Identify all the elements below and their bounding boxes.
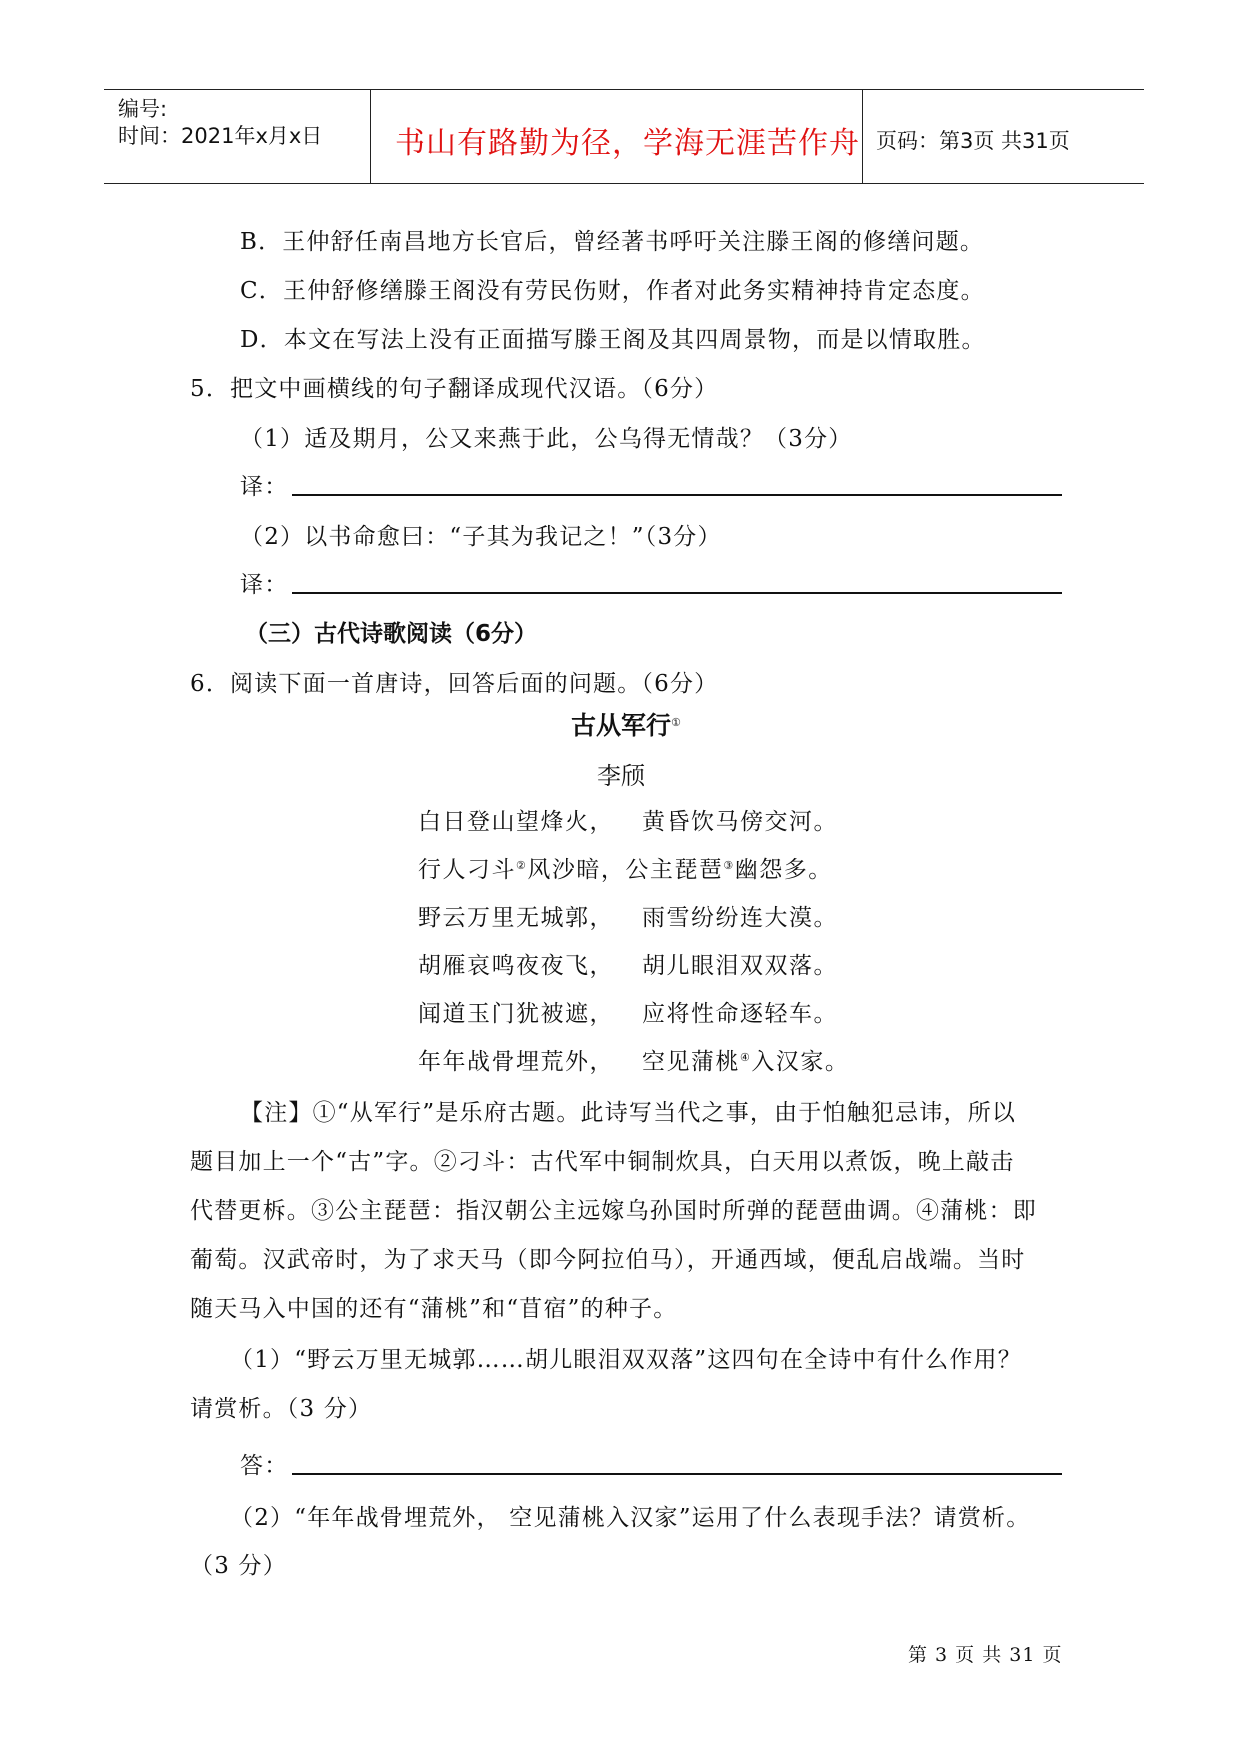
poem-line-1-b: 黄昏饮马傍交河。 <box>642 809 838 835</box>
option-c: C．王仲舒修缮滕王阁没有劳民伤财，作者对此务实精神持肯定态度。 <box>240 278 985 304</box>
poem-title-note-mark: ① <box>671 716 681 729</box>
poem-title <box>571 706 681 742</box>
header-page-label: 页码：第3页 共31页 <box>876 129 1070 153</box>
q6-sub1-line1: （1）“野云万里无城郭……胡儿眼泪双双落”这四句在全诗中有什么作用？ <box>230 1347 1022 1373</box>
poem-line-3-b: 雨雪纷纷连大漠。 <box>642 905 838 931</box>
header-divider-left <box>370 89 371 183</box>
poem-line-3-a: 野云万里无城郭， <box>418 905 614 931</box>
note-line-2: 题目加上一个“古”字。②刁斗：古代军中铜制炊具，白天用以煮饭，晚上敲击 <box>190 1149 1015 1175</box>
page-footer: 第 3 页 共 31 页 <box>908 1644 1063 1666</box>
poem-line-5-b: 应将性命逐轻车。 <box>642 1001 838 1027</box>
header-number-label: 编号: <box>118 97 168 121</box>
poem-note-mark-3: ③ <box>723 859 735 872</box>
q6-stem: 6．阅读下面一首唐诗，回答后面的问题。（6分） <box>190 671 719 697</box>
note-line-4: 葡萄。汉武帝时，为了求天马（即今阿拉伯马），开通西域，便乱启战端。当时 <box>190 1247 1026 1273</box>
poem-line-6-b2: 入汉家。 <box>751 1049 850 1075</box>
poem-line-1-a: 白日登山望烽火， <box>418 809 614 835</box>
header-time-label: 时间：2021年x月x日 <box>118 124 323 148</box>
header-motto: 书山有路勤为径，学海无涯苦作舟 <box>395 126 860 161</box>
option-d: D．本文在写法上没有正面描写滕王阁及其四周景物，而是以情取胜。 <box>240 327 986 353</box>
q5-stem: 5．把文中画横线的句子翻译成现代汉语。（6分） <box>190 376 719 402</box>
option-b: B．王仲舒任南昌地方长官后，曾经著书呼吁关注滕王阁的修缮问题。 <box>240 229 985 255</box>
note-line-3: 代替更柝。③公主琵琶：指汉朝公主远嫁乌孙国时所弹的琵琶曲调。④蒲桃：即 <box>190 1198 1037 1224</box>
poem-title-text: 古从军行 <box>571 711 672 740</box>
q6-answer-line[interactable] <box>292 1473 1062 1475</box>
q5-sub2: （2）以书命愈曰：“子其为我记之！”（3分） <box>240 524 722 550</box>
section-3-title: （三）古代诗歌阅读（6分） <box>245 621 538 647</box>
header-bottom-rule <box>104 183 1144 184</box>
poem-line-6 <box>418 1043 849 1076</box>
poem-note-mark-2: ② <box>516 859 528 872</box>
q5-answer-line-1[interactable] <box>292 494 1062 496</box>
header-divider-right <box>862 89 863 183</box>
q5-sub1: （1）适及期月，公又来燕于此，公乌得无情哉？（3分） <box>240 426 853 452</box>
q5-translate-label-1: 译： <box>240 474 289 500</box>
q6-answer-label: 答： <box>240 1453 289 1479</box>
q5-translate-label-2: 译： <box>240 572 289 598</box>
q5-answer-line-2[interactable] <box>292 592 1062 594</box>
poem-line-4-a: 胡雁哀鸣夜夜飞， <box>418 953 614 979</box>
poem-line-2-b2: 幽怨多。 <box>734 857 833 883</box>
poem-author: 李颀 <box>597 762 645 790</box>
q6-sub2-line1: （2）“年年战骨埋荒外， 空见蒲桃入汉家”运用了什么表现手法？请赏析。 <box>230 1505 1031 1531</box>
q6-sub2-line2: （3 分） <box>190 1553 287 1579</box>
poem-line-2-a1: 行人刁斗 <box>418 857 516 883</box>
poem-line-3 <box>418 899 838 932</box>
poem-line-2-b1: 公主琵琶 <box>625 857 724 883</box>
poem-line-4-b: 胡儿眼泪双双落。 <box>642 953 838 979</box>
note-line-5: 随天马入中国的还有“蒲桃”和“苜宿”的种子。 <box>190 1296 678 1322</box>
poem-line-6-b1: 空见蒲桃 <box>642 1049 740 1075</box>
poem-line-5-a: 闻道玉门犹被遮， <box>418 1001 614 1027</box>
q6-sub1-line2: 请赏析。（3 分） <box>190 1396 373 1422</box>
note-line-1: 【注】①“从军行”是乐府古题。此诗写当代之事，由于怕触犯忌讳，所以 <box>240 1100 1017 1126</box>
poem-line-6-a: 年年战骨埋荒外， <box>418 1049 614 1075</box>
header-top-rule <box>104 89 1144 90</box>
poem-line-2-a2: 风沙暗， <box>527 857 626 883</box>
poem-line-5 <box>418 995 838 1028</box>
poem-line-2 <box>418 851 833 884</box>
poem-line-1 <box>418 803 838 836</box>
poem-note-mark-4: ④ <box>740 1051 752 1064</box>
poem-line-4 <box>418 947 838 980</box>
